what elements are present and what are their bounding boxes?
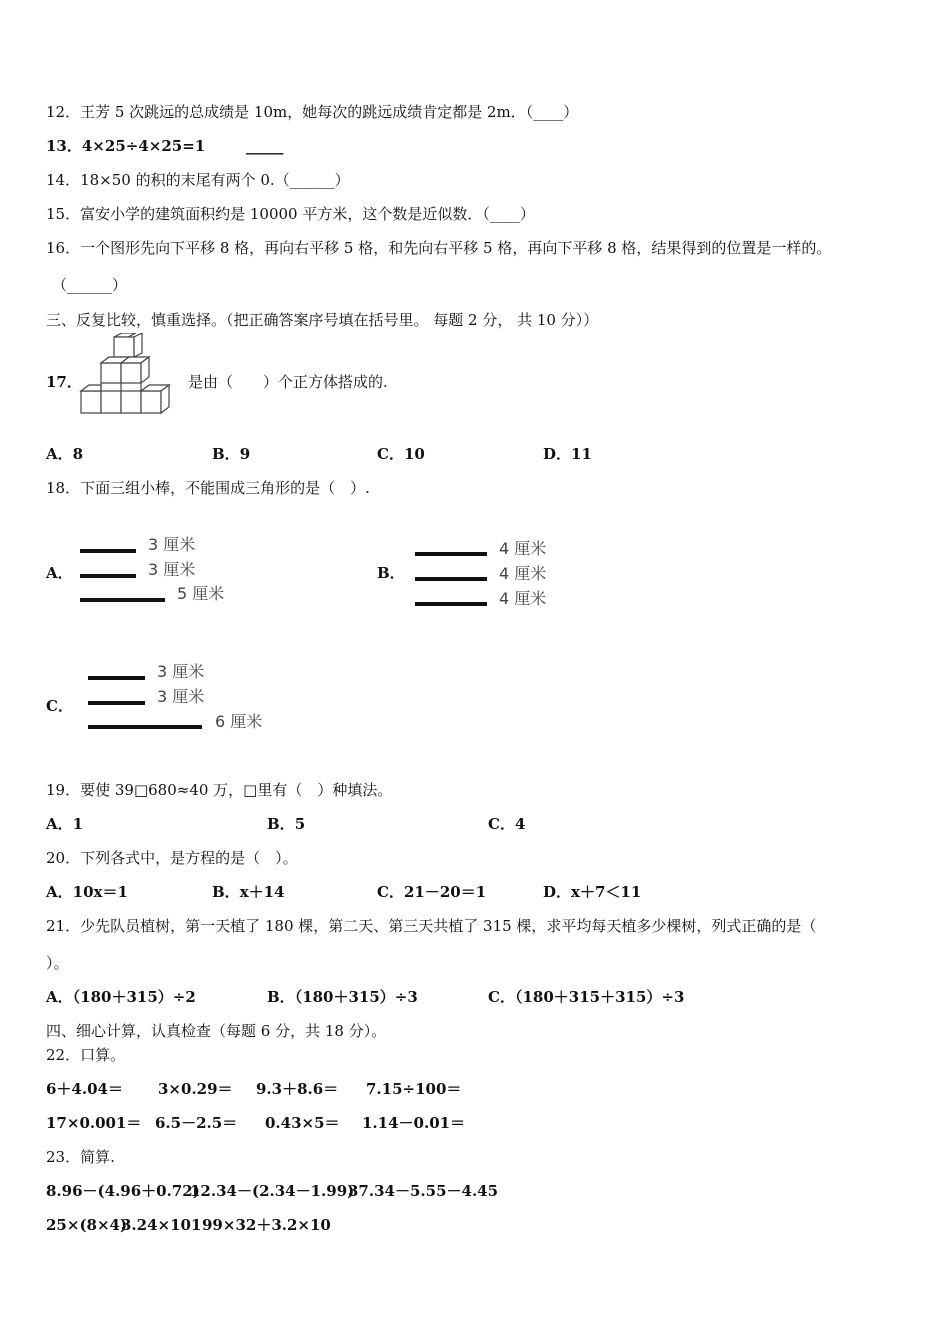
stick-c2 (88, 701, 145, 705)
q22-calc: 7.15÷100＝ (366, 1080, 462, 1098)
stick-b1-length: 4 厘米 (499, 539, 547, 558)
stick-a3 (80, 598, 165, 602)
stick-a3-length: 5 厘米 (177, 584, 225, 603)
q21-option-b[interactable]: B．（180＋315）÷3 (267, 988, 418, 1006)
q22-calc: 1.14－0.01＝ (362, 1114, 466, 1132)
stick-a1 (80, 549, 136, 553)
question-12: 12．王芳 5 次跳远的总成绩是 10m，她每次的跳远成绩肯定都是 2m．（____） (46, 103, 579, 121)
q18-option-c-label[interactable]: C． (46, 697, 73, 715)
stick-a1-length: 3 厘米 (148, 535, 196, 554)
question-20: 20．下列各式中，是方程的是（ ）。 (46, 849, 298, 867)
stick-b2-length: 4 厘米 (499, 564, 547, 583)
q19-option-b[interactable]: B．5 (267, 815, 306, 833)
question-18: 18．下面三组小棒，不能围成三角形的是（ ）. (46, 479, 370, 497)
q23-calc: 25×(8×4) (46, 1216, 128, 1234)
stick-a2 (80, 574, 136, 578)
question-15: 15．富安小学的建筑面积约是 10000 平方米，这个数是近似数．（____） (46, 205, 535, 223)
q22-calc: 9.3＋8.6＝ (256, 1080, 339, 1098)
q23-calc: 12.34－(2.34－1.99) (190, 1182, 355, 1200)
question-13: 13．4×25÷4×25=1 (46, 137, 206, 155)
cube-stack-figure (76, 333, 184, 417)
q18-option-b-label[interactable]: B． (377, 564, 405, 582)
q17-option-c[interactable]: C．10 (377, 445, 425, 463)
q20-option-d[interactable]: D．x＋7＜11 (543, 883, 642, 901)
q17-option-a[interactable]: A．8 (46, 445, 84, 463)
stick-b2 (415, 577, 487, 581)
q21-option-a[interactable]: A．（180＋315）÷2 (46, 988, 196, 1006)
q22-calc: 17×0.001＝ (46, 1114, 142, 1132)
question-21-line1: 21．少先队员植树，第一天植了 180 棵，第二天、第三天共植了 315 棵，求平均每天植多少棵树，列式正确的是（ (46, 917, 817, 935)
question-14: 14．18×50 的积的末尾有两个 0.（______） (46, 171, 350, 189)
stick-c1-length: 3 厘米 (157, 662, 205, 681)
q20-option-a[interactable]: A．10x＝1 (46, 883, 128, 901)
q22-calc: 0.43×5＝ (265, 1114, 340, 1132)
question-16-line2: （______） (52, 276, 128, 294)
question-16-line1: 16．一个图形先向下平移 8 格，再向右平移 5 格，和先向右平移 5 格，再向下平移 8 格，结果得到的位置是一样的。 (46, 239, 832, 257)
q23-calc: 99×32＋3.2×10 (202, 1216, 331, 1234)
q23-calc: 3.24×101 (121, 1216, 202, 1234)
stick-b3 (415, 602, 487, 606)
q22-calc: 6.5－2.5＝ (155, 1114, 238, 1132)
stick-c1 (88, 676, 145, 680)
q20-option-b[interactable]: B．x＋14 (212, 883, 285, 901)
section-4-heading: 四、细心计算，认真检查（每题 6 分，共 18 分）。 (46, 1022, 387, 1040)
q20-option-c[interactable]: C．21－20＝1 (377, 883, 487, 901)
stick-b1 (415, 552, 487, 556)
q17-option-d[interactable]: D．11 (543, 445, 592, 463)
q22-calc: 3×0.29＝ (158, 1080, 233, 1098)
question-23-title: 23．简算. (46, 1148, 115, 1166)
q19-option-c[interactable]: C．4 (488, 815, 526, 833)
question-17-text: 是由（ ）个正方体搭成的. (188, 373, 388, 391)
stick-c3-length: 6 厘米 (215, 712, 263, 731)
stick-b3-length: 4 厘米 (499, 589, 547, 608)
stick-c3 (88, 725, 202, 729)
section-3-heading: 三、反复比较，慎重选择。（把正确答案序号填在括号里。 每题 2 分， 共 10 分）） (46, 311, 599, 329)
stick-a2-length: 3 厘米 (148, 560, 196, 579)
question-13-blank: _____ (246, 137, 284, 155)
question-22-title: 22．口算。 (46, 1046, 126, 1064)
q23-calc: 8.96－(4.96＋0.72) (46, 1182, 200, 1200)
q18-option-a-label[interactable]: A． (46, 564, 73, 582)
q21-option-c[interactable]: C．（180＋315＋315）÷3 (488, 988, 685, 1006)
question-19: 19．要使 39□680≈40 万，□里有（ ）种填法。 (46, 781, 393, 799)
question-21-line2: ）。 (46, 954, 69, 972)
q22-calc: 6＋4.04＝ (46, 1080, 123, 1098)
stick-c2-length: 3 厘米 (157, 687, 205, 706)
q17-option-b[interactable]: B．9 (212, 445, 251, 463)
q23-calc: 37.34－5.55－4.45 (348, 1182, 499, 1200)
q19-option-a[interactable]: A．1 (46, 815, 84, 833)
question-17-number: 17． (46, 373, 82, 391)
